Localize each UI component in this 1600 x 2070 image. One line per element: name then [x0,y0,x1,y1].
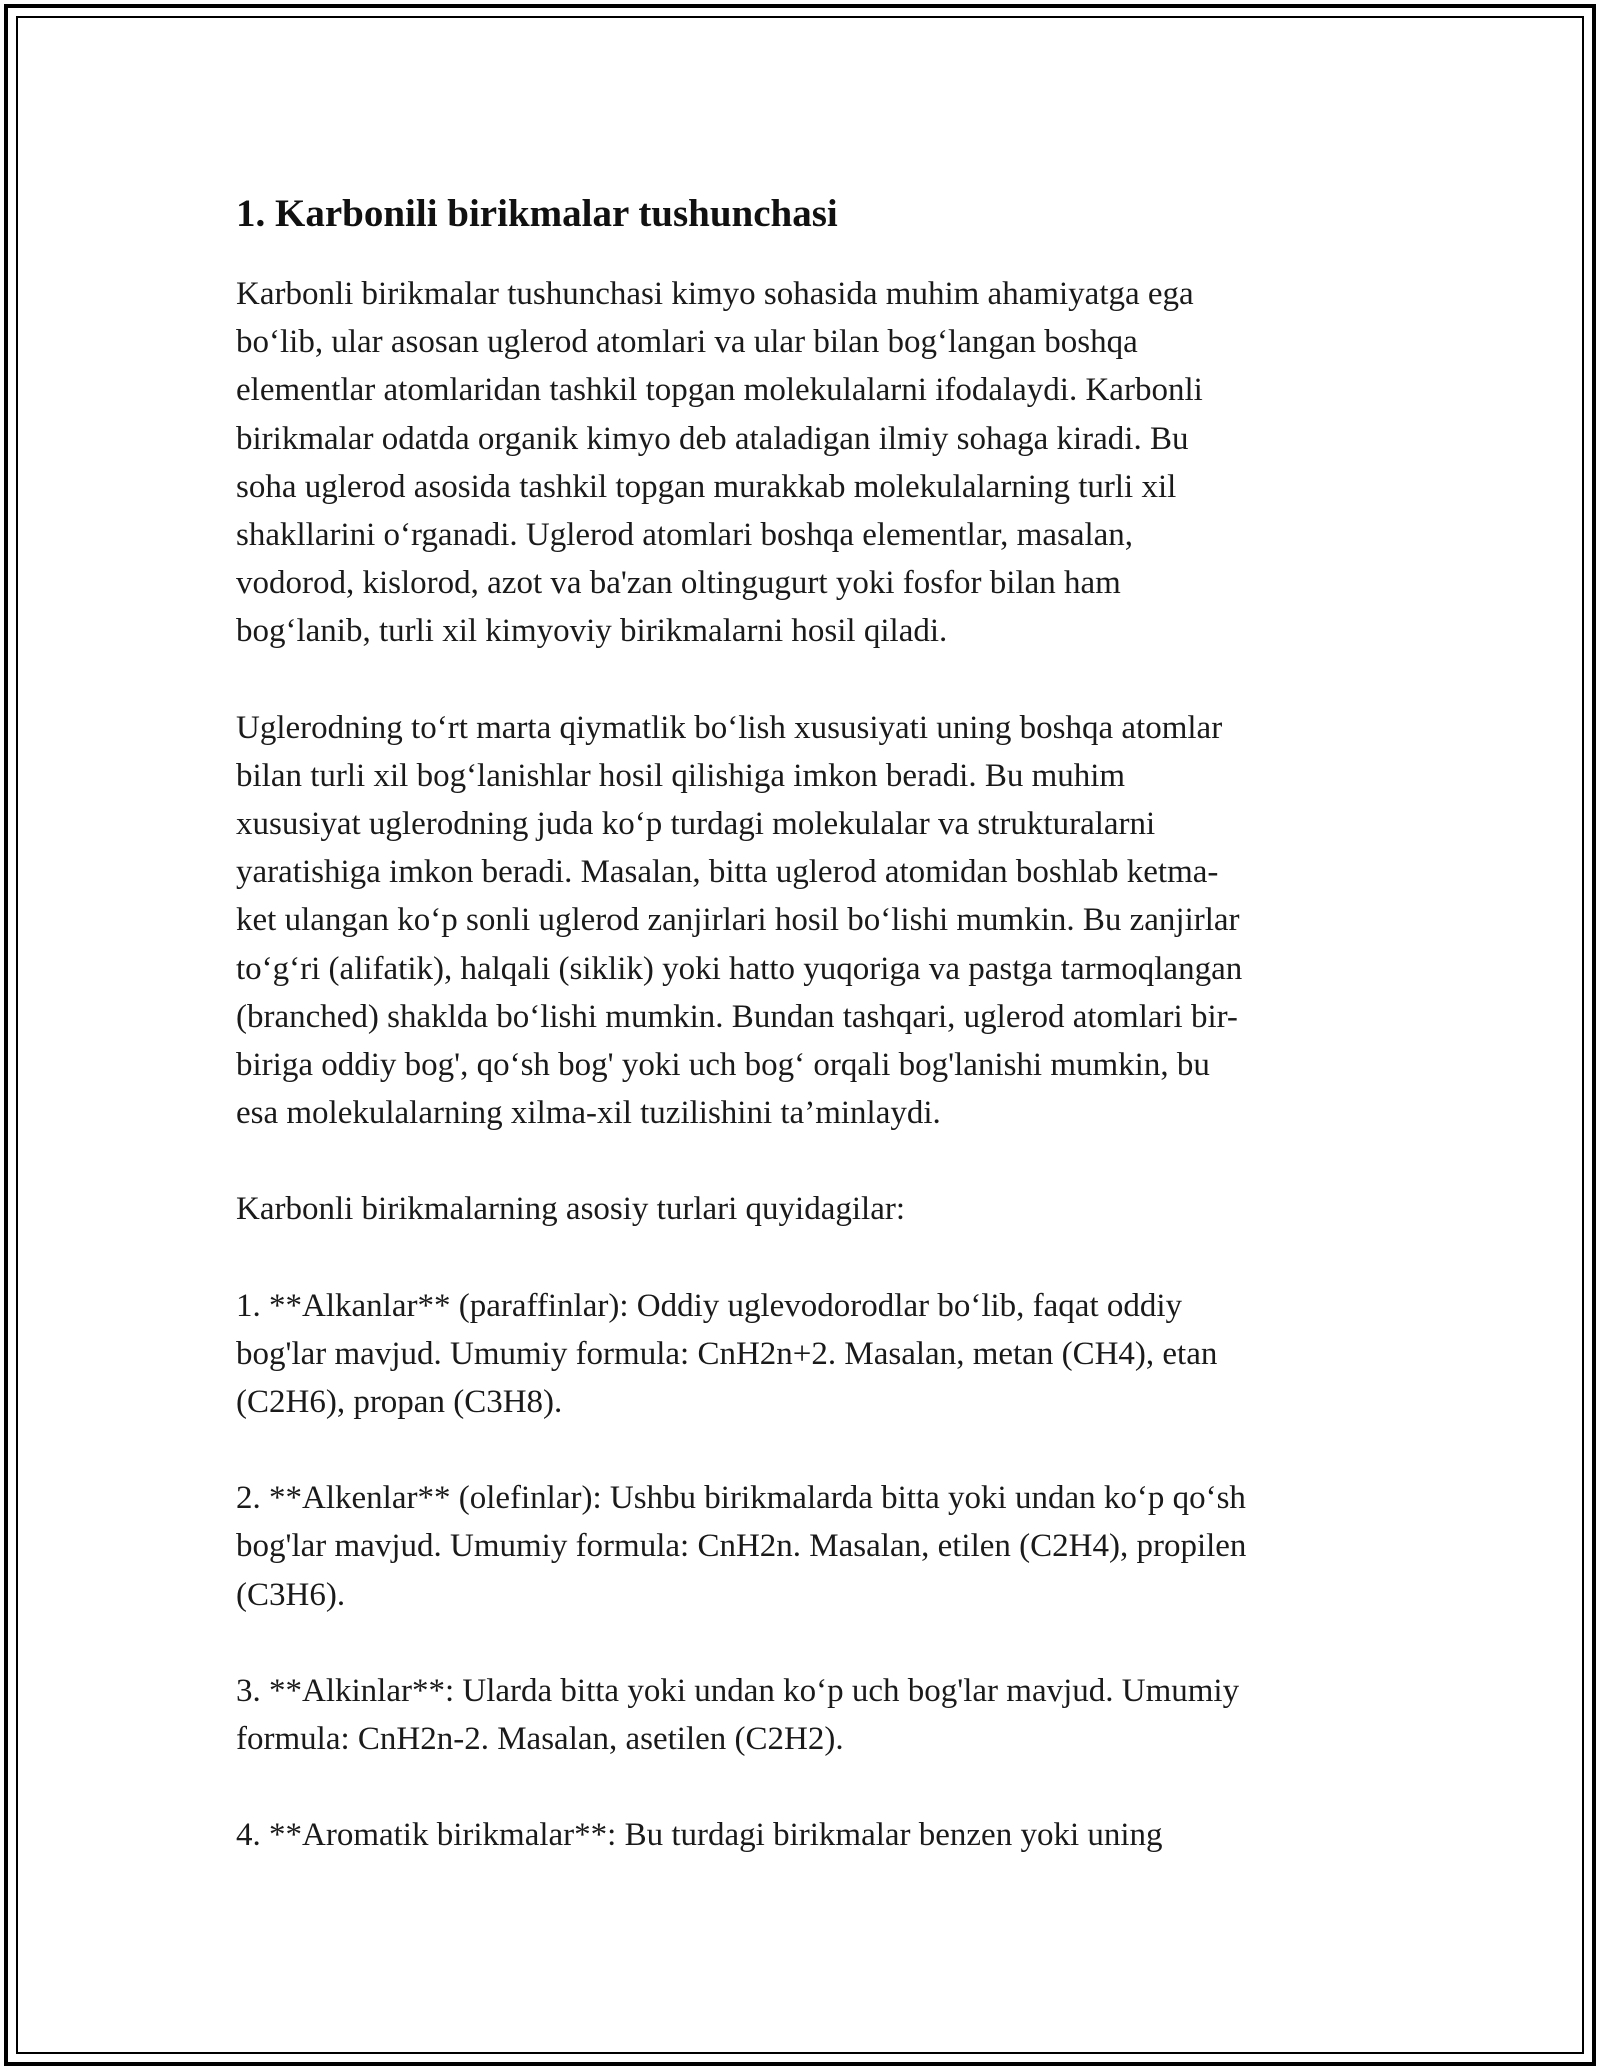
list-item-alkynes: 3. **Alkinlar**: Ularda bitta yoki undan ko‘p uch bog'lar mavjud. Umumiy formula: CnH2n-2. Masalan, asetilen (C2H2). [236,1672,1240,1758]
document-body [236,186,1366,1859]
list-item-alkanes: 1. **Alkanlar** (paraffinlar): Oddiy uglevodorodlar bo‘lib, faqat oddiy bog'lar mavjud. Umumiy formula: CnH2n+2. Masalan, metan (CH4), etan (C2H6), propan (C3H8). [236,1287,1218,1421]
paragraph-types-intro: Karbonli birikmalarning asosiy turlari quyidagilar: [236,1191,906,1228]
paragraph-carbon-valence: Uglerodning to‘rt marta qiymatlik bo‘lish xususiyati uning boshqa atomlar bilan turli xil bog‘lanishlar hosil qilishiga imkon beradi. Bu muhim xususiyat uglerodning juda ko‘p turdagi molekulalar va strukturalarni yaratishiga imkon beradi. Masalan, bitta uglerod atomidan boshlab ketma- ket ulangan ko‘p sonli uglerod zanjirlari hosil bo‘lishi mumkin. Bu zanjirlar to‘g‘ri (alifatik), halqali (siklik) yoki hatto yuqoriga va pastga tarmoqlangan (branched) shaklda bo‘lishi mumkin. Bundan tashqari, uglerod atomlari bir- biriga oddiy bog', qo‘sh bog' yoki uch bog‘ orqali bog'lanishi mumkin, bu esa molekulalarning xilma-xil tuzilishini ta’minlaydi. [236,709,1243,1132]
list-item-aromatics: 4. **Aromatik birikmalar**: Bu turdagi birikmalar benzen yoki uning [236,1817,1163,1854]
section-heading: 1. Karbonili birikmalar tushunchasi [236,192,838,235]
paragraph-intro: Karbonli birikmalar tushunchasi kimyo sohasida muhim ahamiyatga ega bo‘lib, ular asosan uglerod atomlari va ular bilan bog‘langan boshqa elementlar atomlaridan tashkil topgan molekulalarni ifodalaydi. Karbonli birikmalar odatda organik kimyo deb ataladigan ilmiy sohaga kiradi. Bu soha uglerod asosida tashkil topgan murakkab molekulalarning turli xil shakllarini o‘rganadi. Uglerod atomlari boshqa elementlar, masalan, vodorod, kislorod, azot va ba'zan oltingugurt yoki fosfor bilan ham bog‘lanib, turli xil kimyoviy birikmalarni hosil qiladi. [236,276,1203,650]
list-item-alkenes: 2. **Alkenlar** (olefinlar): Ushbu birikmalarda bitta yoki undan ko‘p qo‘sh bog'lar mavjud. Umumiy formula: CnH2n. Masalan, etilen (C2H4), propilen (C3H6). [236,1480,1247,1613]
